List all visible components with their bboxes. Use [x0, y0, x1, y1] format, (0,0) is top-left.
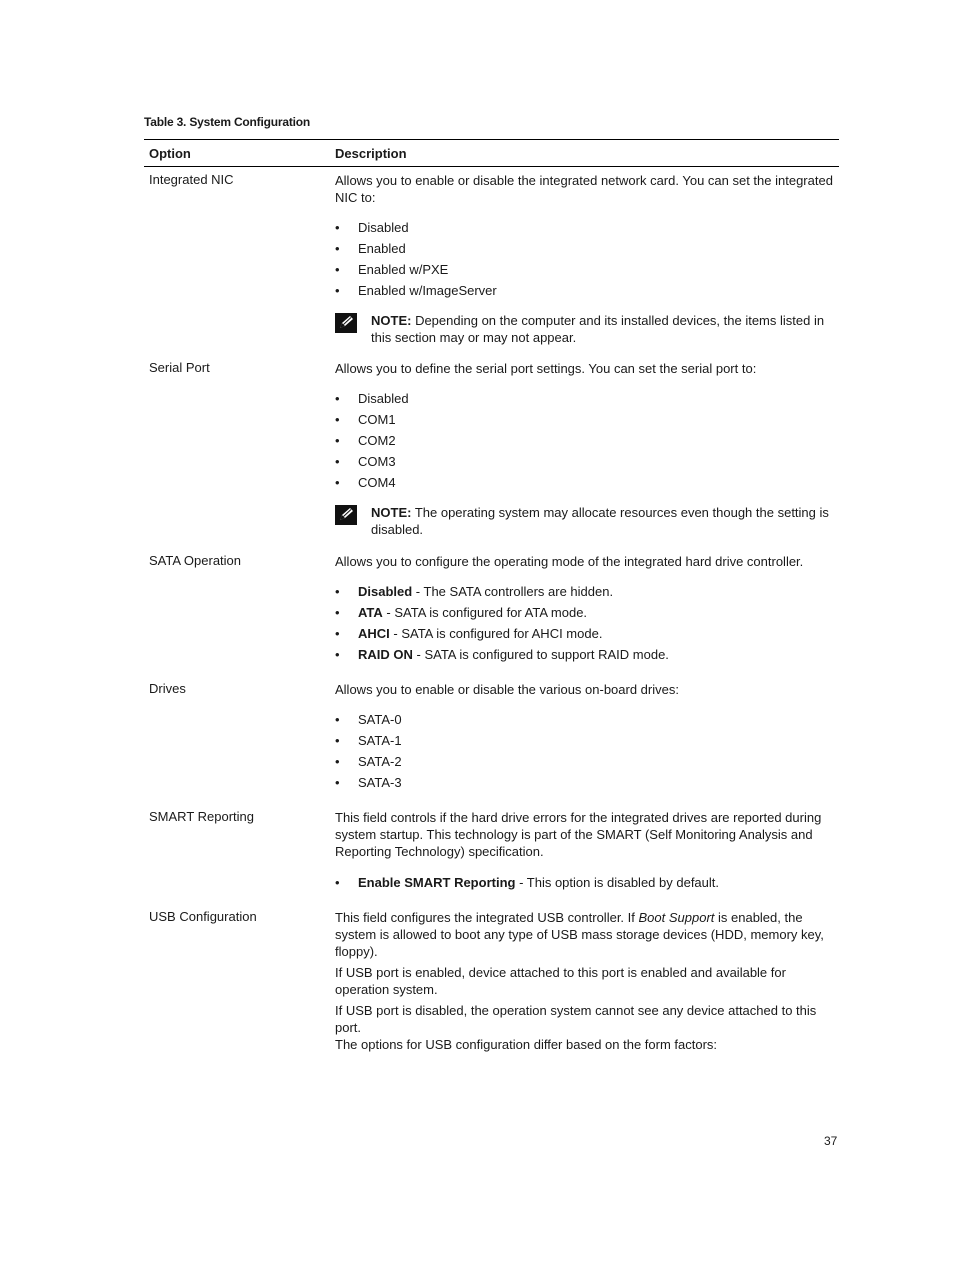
description-text: Allows you to define the serial port settings. You can set the serial port to:: [335, 361, 757, 376]
list-item: [335, 874, 834, 895]
table-row-integrated-nic: [144, 172, 839, 346]
table-row-serial-port: [144, 360, 839, 538]
header-description: Description: [335, 145, 407, 161]
option-name: SMART Reporting: [149, 809, 255, 824]
list-item: • SATA-1: [335, 732, 834, 753]
table-row-sata-operation: [144, 553, 839, 667]
list-item: • Disabled: [335, 219, 834, 240]
intro-start: This field configures the integrated USB controller. If: [335, 910, 639, 925]
note-body: Depending on the computer and its installed devices, the items listed in this section may or may not appear.: [371, 313, 825, 345]
note-label: NOTE:: [371, 313, 412, 328]
list-item: • Disabled: [335, 390, 834, 411]
page-number: 37: [824, 1134, 838, 1148]
description-text: This field controls if the hard drive errors for the integrated drives are reported during system startup. This technology is part of the SMART (Self Monitoring Analysis and Reporting Technology) specification.: [335, 810, 822, 859]
list-item: • COM4: [335, 474, 834, 495]
list-item: • Enabled w/PXE: [335, 261, 834, 282]
system-configuration-table: [144, 139, 839, 1052]
option-description: [335, 360, 834, 538]
item-text: - The SATA controllers are hidden.: [412, 584, 614, 599]
list-item: • Enabled: [335, 240, 834, 261]
note-pencil-icon: [335, 312, 361, 346]
note-box: [335, 312, 834, 346]
item-term: Disabled: [358, 584, 413, 599]
option-description: [335, 909, 834, 1053]
option-name: Serial Port: [149, 360, 210, 375]
list-item: • SATA-0: [335, 711, 834, 732]
option-name: SATA Operation: [149, 553, 242, 568]
boot-support-term: Boot Support: [638, 910, 715, 925]
table-row-smart-reporting: [144, 809, 839, 895]
option-description: [335, 681, 834, 795]
list-item: • COM3: [335, 453, 834, 474]
description-paragraph: If USB port is disabled, the operation system cannot see any device attached to this port.: [335, 1003, 817, 1035]
table-row-usb-configuration: [144, 909, 839, 1053]
option-name: Integrated NIC: [149, 172, 234, 187]
list-item: [335, 625, 834, 646]
note-label: NOTE:: [371, 505, 412, 520]
intro-end: is enabled, the system is allowed to boot any type of USB mass storage devices (HDD, memory key, floppy).: [335, 910, 824, 959]
list-item: [335, 646, 834, 667]
item-term: Enable SMART Reporting: [358, 875, 516, 890]
item-term: ATA: [358, 605, 383, 620]
item-text: - SATA is configured for AHCI mode.: [389, 626, 603, 641]
option-name: USB Configuration: [149, 909, 257, 924]
description-paragraph: If USB port is enabled, device attached to this port is enabled and available for operation system.: [335, 965, 786, 997]
option-list: [335, 390, 834, 495]
note-text: [371, 312, 834, 346]
note-pencil-icon: [335, 504, 361, 538]
item-text: - This option is disabled by default.: [515, 875, 719, 890]
option-description: [335, 809, 834, 895]
note-text: [371, 504, 834, 538]
option-list: [335, 219, 834, 303]
option-list: [335, 583, 834, 667]
option-description: [335, 172, 834, 346]
item-term: RAID ON: [358, 647, 413, 662]
option-description: [335, 553, 834, 667]
list-item: [335, 604, 834, 625]
list-item: • COM2: [335, 432, 834, 453]
description-text: [335, 909, 834, 960]
description-paragraph: The options for USB configuration differ based on the form factors:: [335, 1037, 718, 1052]
list-item: • COM1: [335, 411, 834, 432]
list-item: • SATA-2: [335, 753, 834, 774]
item-text: - SATA is configured for ATA mode.: [382, 605, 588, 620]
list-item: • Enabled w/ImageServer: [335, 282, 834, 303]
table-title: Table 3. System Configuration: [144, 115, 311, 129]
item-term: AHCI: [358, 626, 390, 641]
note-body: The operating system may allocate resources even though the setting is disabled.: [371, 505, 829, 537]
description-text: Allows you to enable or disable the integrated network card. You can set the integrated NIC to:: [335, 173, 833, 205]
list-item: • SATA-3: [335, 774, 834, 795]
item-text: - SATA is configured to support RAID mode.: [412, 647, 669, 662]
description-text: Allows you to configure the operating mode of the integrated hard drive controller.: [335, 554, 804, 569]
option-name: Drives: [149, 681, 186, 696]
option-list: [335, 711, 834, 795]
header-option: Option: [149, 145, 191, 161]
note-box: [335, 504, 834, 538]
table-header: [144, 139, 839, 167]
table-row-drives: [144, 681, 839, 795]
list-item: [335, 583, 834, 604]
description-text: Allows you to enable or disable the various on-board drives:: [335, 682, 679, 697]
option-list: [335, 874, 834, 895]
